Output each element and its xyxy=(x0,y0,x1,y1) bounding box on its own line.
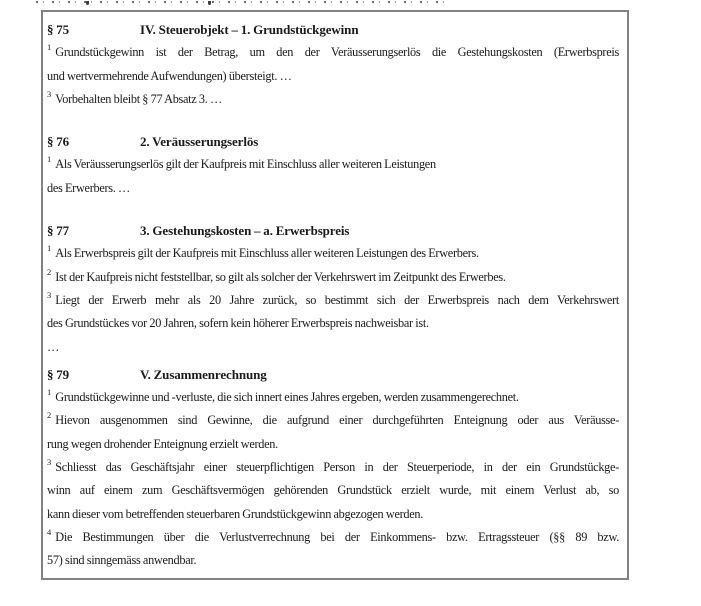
section-number: § 76 xyxy=(47,134,70,150)
text-line xyxy=(47,456,619,479)
text-line xyxy=(47,153,619,176)
text-line xyxy=(47,503,619,526)
text-line xyxy=(47,549,619,572)
section-76 xyxy=(47,130,619,200)
clause-number-sup: 2 xyxy=(47,266,52,277)
line-text: Als Erwerbspreis gilt der Kaufpreis mit Einschluss aller weiteren Leistungen des Erwerbers. xyxy=(55,246,479,261)
text-line xyxy=(47,433,619,456)
statute-text-box xyxy=(41,10,629,580)
line-text: rung wegen drohender Enteignung erzielt werden. xyxy=(47,436,278,451)
line-text: Liegt der Erwerb mehr als 20 Jahre zurück, so bestimmt sich der Erwerbspreis nach dem Verkehrswert xyxy=(55,292,619,307)
line-text: Ist der Kaufpreis nicht feststellbar, so gilt als solcher der Verkehrswert im Zeitpunkt des Erwerbes. xyxy=(55,269,506,284)
text-line xyxy=(47,526,619,549)
text-line xyxy=(47,479,619,502)
text-line xyxy=(47,266,619,289)
section-number: § 77 xyxy=(47,223,70,239)
section-number: § 79 xyxy=(47,366,70,382)
line-text: 57) sind sinngemäss anwendbar. xyxy=(47,553,197,568)
line-text: winn auf einem zum Geschäftsvermögen gehörenden Grundstück erzielt wurde, mit einem Verlust ab, so xyxy=(47,483,619,498)
clause-number-sup: 1 xyxy=(47,243,52,254)
section-number: § 75 xyxy=(47,22,70,37)
text-line xyxy=(47,386,619,409)
clipped-text-remnant xyxy=(36,1,444,5)
section-79 xyxy=(47,363,619,573)
section-title: IV. Steuerobjekt – 1. Grundstückgewinn xyxy=(140,22,359,37)
section-heading xyxy=(47,18,619,41)
section-heading xyxy=(47,219,619,242)
ellipsis-line: … xyxy=(47,339,59,354)
line-text: Als Veräusserungserlös gilt der Kaufpreis mit Einschluss aller weiteren Leistungen xyxy=(55,157,436,172)
text-line xyxy=(47,409,619,432)
section-title: 3. Gestehungskosten – a. Erwerbspreis xyxy=(140,223,350,239)
section-77 xyxy=(47,219,619,335)
line-text: kann dieser vom betreffenden steuerbaren Grundstückgewinn abgezogen werden. xyxy=(47,506,424,521)
clause-number-sup: 1 xyxy=(47,387,52,398)
text-line xyxy=(47,312,619,335)
line-text: Vorbehalten bleibt § 77 Absatz 3. … xyxy=(55,91,223,106)
clause-number-sup: 1 xyxy=(47,42,52,53)
line-text: des Grundstückes vor 20 Jahren, sofern kein höherer Erwerbspreis nachweisbar ist. xyxy=(47,316,429,331)
clause-number-sup: 4 xyxy=(47,526,52,537)
line-text: und wertvermehrende Aufwendungen) übersteigt. … xyxy=(47,68,292,83)
clause-number-sup: 3 xyxy=(47,289,52,300)
clause-number-sup: 1 xyxy=(47,154,52,165)
line-text: des Erwerbers. … xyxy=(47,180,131,195)
clause-number-sup: 3 xyxy=(47,88,52,99)
clause-number-sup: 3 xyxy=(47,456,52,467)
section-heading xyxy=(47,130,619,153)
glyph-descender xyxy=(208,1,211,5)
text-line xyxy=(47,177,619,200)
text-line xyxy=(47,65,619,88)
line-text: Grundstückgewinn ist der Betrag, um den der Veräusserungserlös die Gestehungskosten (Erwerbspreis xyxy=(55,45,619,60)
line-text: Die Bestimmungen über die Verlustverrechnung bei der Einkommens- bzw. Ertragssteuer (§§ 89 bzw. xyxy=(55,529,619,544)
section-heading xyxy=(47,363,619,386)
text-line xyxy=(47,41,619,64)
section-title: 2. Veräusserungserlös xyxy=(140,134,259,150)
line-text: Schliesst das Geschäftsjahr einer steuerpflichtigen Person in der Steuerperiode, in der ein Grundstückge- xyxy=(55,460,619,475)
glyph-descender xyxy=(86,1,89,5)
text-line xyxy=(47,88,619,111)
line-text: Grundstückgewinne und -verluste, die sich innert eines Jahres ergeben, werden zusammengerechnet. xyxy=(55,390,519,405)
line-text: Hievon ausgenommen sind Gewinne, die aufgrund einer durchgeführten Enteignung oder aus Veräusse- xyxy=(55,413,619,428)
text-line xyxy=(47,289,619,312)
section-title: V. Zusammenrechnung xyxy=(140,366,267,382)
text-line xyxy=(47,242,619,265)
section-75 xyxy=(47,18,619,111)
clause-number-sup: 2 xyxy=(47,410,52,421)
